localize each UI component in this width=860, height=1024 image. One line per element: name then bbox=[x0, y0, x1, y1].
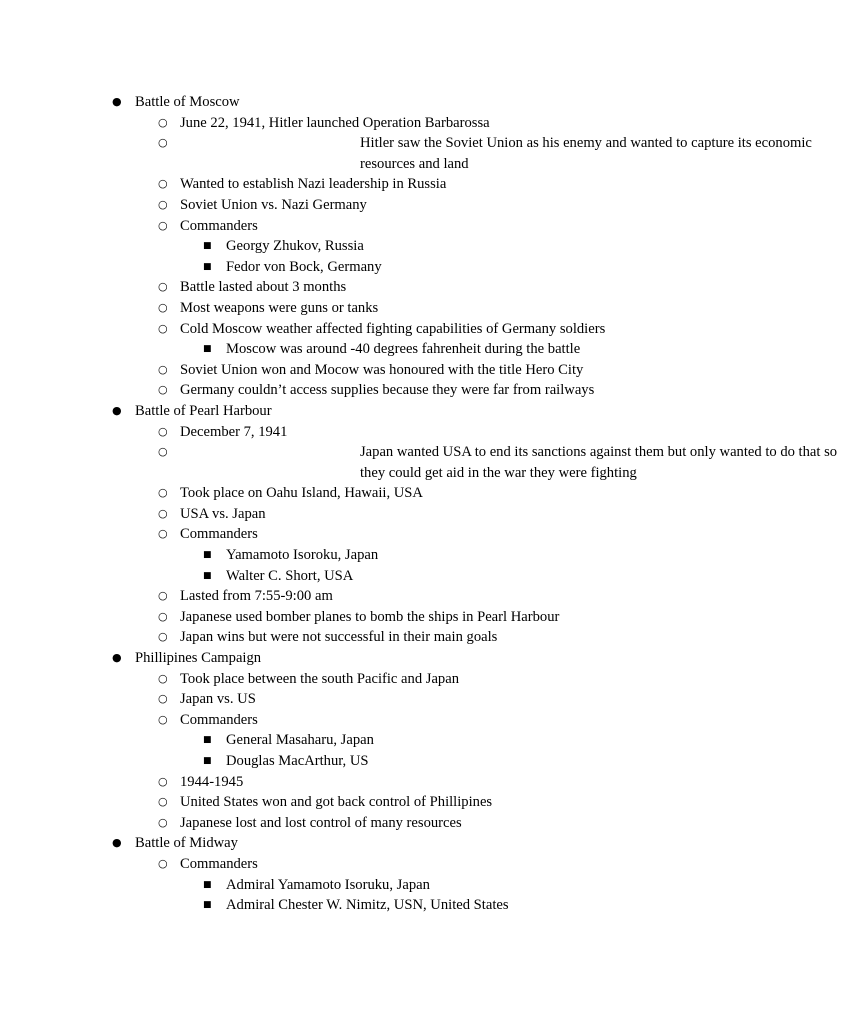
bullet-hollow-icon: ○ bbox=[158, 424, 168, 438]
list-item bbox=[0, 730, 768, 751]
list-item-text: Yamamoto Isoroku, Japan bbox=[226, 547, 379, 564]
list-item bbox=[0, 113, 768, 134]
bullet-square-icon: ■ bbox=[203, 344, 212, 355]
section-heading: Phillipines Campaign bbox=[135, 650, 262, 667]
list-item bbox=[0, 257, 768, 278]
bullet-hollow-icon: ○ bbox=[158, 630, 168, 644]
list-item-text: USA vs. Japan bbox=[180, 505, 266, 522]
list-item-text: Wanted to establish Nazi leadership in Russia bbox=[180, 176, 447, 193]
bullet-hollow-icon: ○ bbox=[158, 383, 168, 397]
document-page bbox=[0, 92, 838, 916]
bullet-filled-icon: ● bbox=[112, 836, 122, 850]
list-item-text: Japan vs. US bbox=[180, 691, 256, 708]
list-item-text: December 7, 1941 bbox=[180, 423, 288, 440]
list-item-text: United States won and got back control of Phillipines bbox=[180, 794, 493, 811]
list-item bbox=[0, 422, 768, 443]
list-item bbox=[0, 339, 768, 360]
bullet-hollow-icon: ○ bbox=[158, 815, 168, 829]
list-item bbox=[0, 895, 768, 916]
list-item bbox=[0, 751, 768, 772]
bullet-hollow-icon: ○ bbox=[158, 795, 168, 809]
list-item bbox=[0, 875, 768, 896]
list-item-text: Took place between the south Pacific and Japan bbox=[180, 670, 459, 687]
bullet-hollow-icon: ○ bbox=[158, 280, 168, 294]
list-item bbox=[0, 545, 768, 566]
bullet-hollow-icon: ○ bbox=[158, 506, 168, 520]
list-item-text: Commanders bbox=[180, 526, 258, 543]
list-item-text: Moscow was around -40 degrees fahrenheit during the battle bbox=[226, 341, 581, 358]
list-item bbox=[0, 236, 768, 257]
list-item bbox=[0, 319, 768, 340]
bullet-hollow-icon: ○ bbox=[158, 218, 168, 232]
bullet-hollow-icon: ○ bbox=[158, 527, 168, 541]
bullet-square-icon: ■ bbox=[203, 735, 212, 746]
list-item-text: Fedor von Bock, Germany bbox=[226, 258, 382, 275]
bullet-hollow-icon: ○ bbox=[158, 692, 168, 706]
list-item-text: Commanders bbox=[180, 217, 258, 234]
bullet-square-icon: ■ bbox=[203, 261, 212, 272]
list-item bbox=[0, 483, 768, 504]
list-item bbox=[0, 854, 768, 875]
bullet-hollow-icon: ○ bbox=[158, 197, 168, 211]
bullet-square-icon: ■ bbox=[203, 570, 212, 581]
bullet-hollow-icon: ○ bbox=[158, 486, 168, 500]
list-item-text: Japan wanted USA to end its sanctions against them but only wanted to do that so they could get aid in the war they were fighting bbox=[360, 444, 838, 481]
bullet-hollow-icon: ○ bbox=[158, 774, 168, 788]
list-item bbox=[0, 792, 768, 813]
list-item-text: Took place on Oahu Island, Hawaii, USA bbox=[180, 485, 423, 502]
bullet-hollow-icon: ○ bbox=[158, 321, 168, 335]
list-item bbox=[0, 833, 768, 854]
bullet-square-icon: ■ bbox=[203, 241, 212, 252]
list-item-text: Georgy Zhukov, Russia bbox=[226, 238, 364, 255]
list-item-text: Hitler saw the Soviet Union as his enemy and wanted to capture its economic resources and land bbox=[360, 135, 812, 172]
list-item bbox=[0, 401, 768, 422]
section-heading: Battle of Midway bbox=[135, 835, 238, 852]
list-item bbox=[0, 216, 768, 237]
bullet-hollow-icon: ○ bbox=[158, 445, 168, 459]
list-item-text: Japan wins but were not successful in their main goals bbox=[180, 629, 498, 646]
bullet-hollow-icon: ○ bbox=[158, 671, 168, 685]
bullet-filled-icon: ● bbox=[112, 651, 122, 665]
bullet-hollow-icon: ○ bbox=[158, 115, 168, 129]
bullet-hollow-icon: ○ bbox=[158, 177, 168, 191]
list-item bbox=[0, 380, 768, 401]
list-item bbox=[0, 195, 768, 216]
list-item bbox=[0, 92, 768, 113]
list-item-text: Soviet Union won and Mocow was honoured with the title Hero City bbox=[180, 361, 584, 378]
list-item bbox=[0, 298, 768, 319]
list-item-text: Commanders bbox=[180, 855, 258, 872]
list-item-text: Germany couldn’t access supplies because they were far from railways bbox=[180, 382, 595, 399]
list-item-text: General Masaharu, Japan bbox=[226, 732, 374, 749]
list-item bbox=[0, 627, 768, 648]
list-item-text: Commanders bbox=[180, 711, 258, 728]
list-item bbox=[0, 277, 768, 298]
list-item-text: Battle lasted about 3 months bbox=[180, 279, 347, 296]
list-item-text: Walter C. Short, USA bbox=[226, 567, 354, 584]
list-item bbox=[0, 607, 768, 628]
bullet-hollow-icon: ○ bbox=[158, 609, 168, 623]
list-item bbox=[0, 524, 768, 545]
bullet-hollow-icon: ○ bbox=[158, 362, 168, 376]
bullet-square-icon: ■ bbox=[203, 756, 212, 766]
section-heading: Battle of Pearl Harbour bbox=[135, 402, 272, 419]
list-item-text: Cold Moscow weather affected fighting capabilities of Germany soldiers bbox=[180, 320, 606, 337]
bullet-hollow-icon: ○ bbox=[158, 712, 168, 726]
list-item bbox=[0, 174, 768, 195]
list-item bbox=[0, 360, 768, 381]
list-item bbox=[0, 689, 768, 710]
list-item bbox=[0, 442, 838, 483]
list-item-text: Admiral Chester W. Nimitz, USN, United States bbox=[226, 897, 509, 914]
list-item bbox=[0, 669, 768, 690]
list-item bbox=[0, 648, 768, 669]
list-item-text: Most weapons were guns or tanks bbox=[180, 299, 379, 316]
list-item bbox=[0, 772, 768, 793]
bullet-hollow-icon: ○ bbox=[158, 856, 168, 870]
bullet-filled-icon: ● bbox=[112, 95, 122, 108]
list-item bbox=[0, 710, 768, 731]
list-item-text: Soviet Union vs. Nazi Germany bbox=[180, 196, 367, 213]
list-item-text: Admiral Yamamoto Isoruku, Japan bbox=[226, 876, 430, 893]
bullet-square-icon: ■ bbox=[203, 550, 212, 561]
list-item-text: June 22, 1941, Hitler launched Operation Barbarossa bbox=[180, 114, 490, 131]
bullet-hollow-icon: ○ bbox=[158, 300, 168, 314]
bullet-filled-icon: ● bbox=[112, 403, 122, 417]
list-item-text: Lasted from 7:55-9:00 am bbox=[180, 588, 333, 605]
list-item bbox=[0, 586, 768, 607]
bullet-hollow-icon: ○ bbox=[158, 589, 168, 603]
list-item-text: 1944-1945 bbox=[180, 773, 244, 790]
bullet-square-icon: ■ bbox=[203, 900, 212, 911]
list-item bbox=[0, 813, 768, 834]
list-item bbox=[0, 504, 768, 525]
section-heading: Battle of Moscow bbox=[135, 94, 240, 110]
list-item-text: Douglas MacArthur, US bbox=[226, 753, 369, 769]
list-item bbox=[0, 566, 768, 587]
bullet-square-icon: ■ bbox=[203, 879, 212, 890]
bullet-hollow-icon: ○ bbox=[158, 136, 168, 150]
list-item-text: Japanese used bomber planes to bomb the ships in Pearl Harbour bbox=[180, 608, 560, 625]
list-item-text: Japanese lost and lost control of many resources bbox=[180, 814, 462, 831]
list-item bbox=[0, 133, 812, 174]
